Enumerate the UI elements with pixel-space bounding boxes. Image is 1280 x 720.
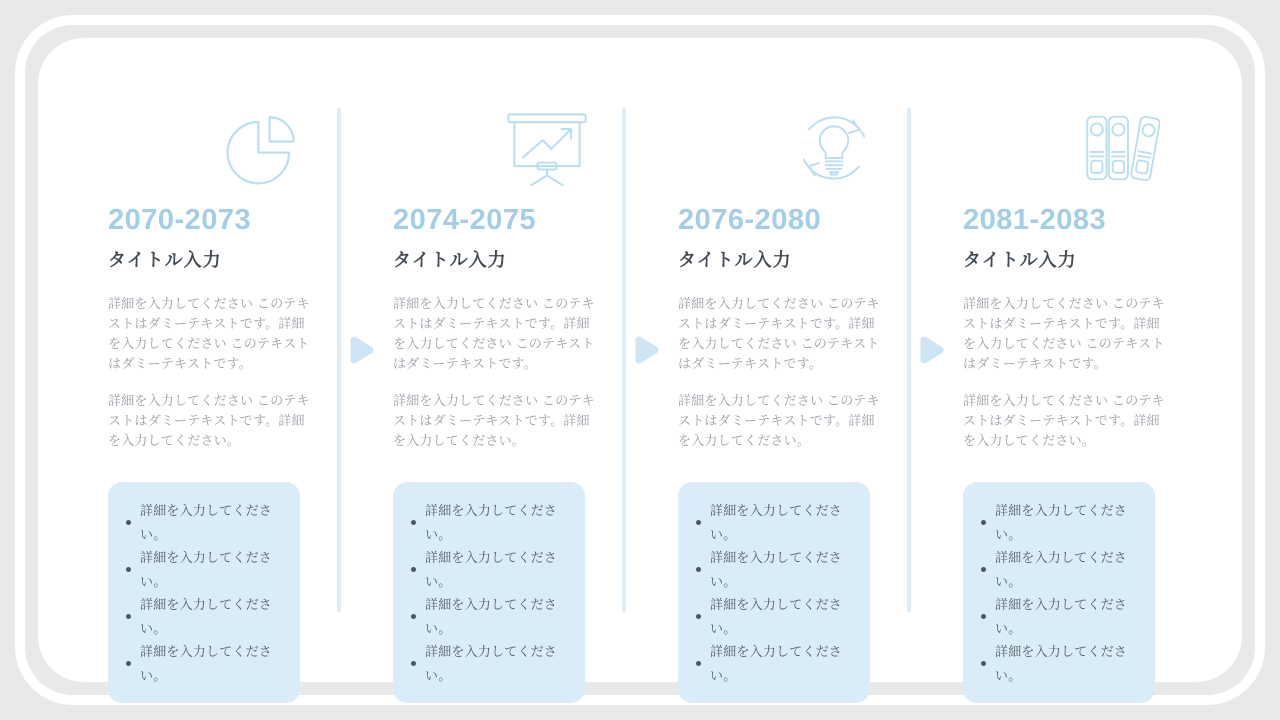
bullet-dot-icon: [411, 661, 416, 666]
lightbulb-cycle-icon: [678, 108, 883, 188]
bullet-dot-icon: [126, 661, 131, 666]
bullet-label: 詳細を入力してください。: [140, 597, 273, 636]
detail-paragraph: 詳細を入力してください このテキストはダミーテキストです。詳細を入力してください。: [393, 392, 595, 448]
bullet-label: 詳細を入力してください。: [140, 644, 273, 683]
bullet-label: 詳細を入力してください。: [425, 550, 558, 589]
detail-paragraph: 詳細を入力してください このテキストはダミーテキストです。詳細を入力してください このテキストはダミーテキストです。: [963, 295, 1165, 371]
bullet-item: [411, 593, 573, 640]
bullet-item: [126, 546, 288, 593]
column-title: タイトル入力: [393, 249, 507, 270]
bullet-label: 詳細を入力してください。: [995, 503, 1128, 542]
bullet-label: 詳細を入力してください。: [995, 644, 1128, 683]
bullet-item: [696, 499, 858, 546]
detail-paragraph: 詳細を入力してください このテキストはダミーテキストです。詳細を入力してください。: [678, 392, 880, 448]
bullet-label: 詳細を入力してください。: [995, 597, 1128, 636]
divider-line: [907, 108, 911, 612]
bullet-label: 詳細を入力してください。: [140, 503, 273, 542]
bullet-label: 詳細を入力してください。: [140, 550, 273, 589]
bullet-item: [981, 593, 1143, 640]
timeline-divider: [313, 108, 393, 614]
bullet-item: [411, 546, 573, 593]
column-title: タイトル入力: [108, 249, 222, 270]
year-range: 2070-2073: [108, 204, 252, 236]
timeline-slide: [38, 38, 1242, 682]
timeline-column-2: [393, 108, 598, 683]
timeline-column-4: [963, 108, 1168, 683]
bullet-label: 詳細を入力してください。: [710, 644, 843, 683]
year-range: 2076-2080: [678, 204, 822, 236]
year-range: 2081-2083: [963, 204, 1107, 236]
detail-paragraph: 詳細を入力してください このテキストはダミーテキストです。詳細を入力してください このテキストはダミーテキストです。: [108, 295, 310, 371]
bullet-item: [696, 640, 858, 687]
bullet-label: 詳細を入力してください。: [425, 597, 558, 636]
detail-paragraph: 詳細を入力してください このテキストはダミーテキストです。詳細を入力してください。: [963, 392, 1165, 448]
presentation-chart-icon: [393, 108, 598, 188]
column-title: タイトル入力: [963, 249, 1077, 270]
year-range: 2074-2075: [393, 204, 537, 236]
bullet-dot-icon: [981, 567, 986, 572]
bullet-dot-icon: [411, 520, 416, 525]
bullet-dot-icon: [696, 661, 701, 666]
bullet-dot-icon: [126, 520, 131, 525]
timeline-column-3: [678, 108, 883, 683]
timeline-column-1: [108, 108, 313, 683]
detail-bullet-box: [393, 482, 585, 703]
bullet-label: 詳細を入力してください。: [710, 550, 843, 589]
bullet-item: [126, 640, 288, 687]
binders-icon: [963, 108, 1168, 188]
bullet-label: 詳細を入力してください。: [710, 597, 843, 636]
bullet-item: [981, 640, 1143, 687]
detail-bullet-box: [108, 482, 300, 703]
divider-line: [622, 108, 626, 612]
bullet-item: [126, 499, 288, 546]
bullet-label: 詳細を入力してください。: [710, 503, 843, 542]
bullet-dot-icon: [696, 614, 701, 619]
detail-bullet-box: [678, 482, 870, 703]
bullet-item: [696, 593, 858, 640]
detail-paragraph: 詳細を入力してください このテキストはダミーテキストです。詳細を入力してください このテキストはダミーテキストです。: [393, 295, 595, 371]
detail-paragraph: 詳細を入力してください このテキストはダミーテキストです。詳細を入力してください このテキストはダミーテキストです。: [678, 295, 880, 371]
bullet-dot-icon: [981, 614, 986, 619]
detail-bullet-box: [963, 482, 1155, 703]
bullet-dot-icon: [696, 567, 701, 572]
bullet-dot-icon: [126, 614, 131, 619]
divider-line: [337, 108, 341, 612]
bullet-item: [411, 640, 573, 687]
bullet-item: [411, 499, 573, 546]
timeline-columns: [108, 108, 1172, 683]
bullet-item: [126, 593, 288, 640]
column-title: タイトル入力: [678, 249, 792, 270]
timeline-divider: [598, 108, 678, 614]
bullet-dot-icon: [126, 567, 131, 572]
next-arrow-icon: [919, 336, 945, 364]
bullet-label: 詳細を入力してください。: [425, 644, 558, 683]
bullet-dot-icon: [411, 567, 416, 572]
bullet-dot-icon: [981, 520, 986, 525]
timeline-divider: [883, 108, 963, 614]
detail-paragraph: 詳細を入力してください このテキストはダミーテキストです。詳細を入力してください。: [108, 392, 310, 448]
next-arrow-icon: [349, 336, 375, 364]
bullet-item: [981, 546, 1143, 593]
bullet-label: 詳細を入力してください。: [995, 550, 1128, 589]
bullet-dot-icon: [981, 661, 986, 666]
bullet-item: [981, 499, 1143, 546]
bullet-item: [696, 546, 858, 593]
pie-chart-icon: [108, 108, 313, 188]
bullet-label: 詳細を入力してください。: [425, 503, 558, 542]
bullet-dot-icon: [696, 520, 701, 525]
bullet-dot-icon: [411, 614, 416, 619]
next-arrow-icon: [634, 336, 660, 364]
